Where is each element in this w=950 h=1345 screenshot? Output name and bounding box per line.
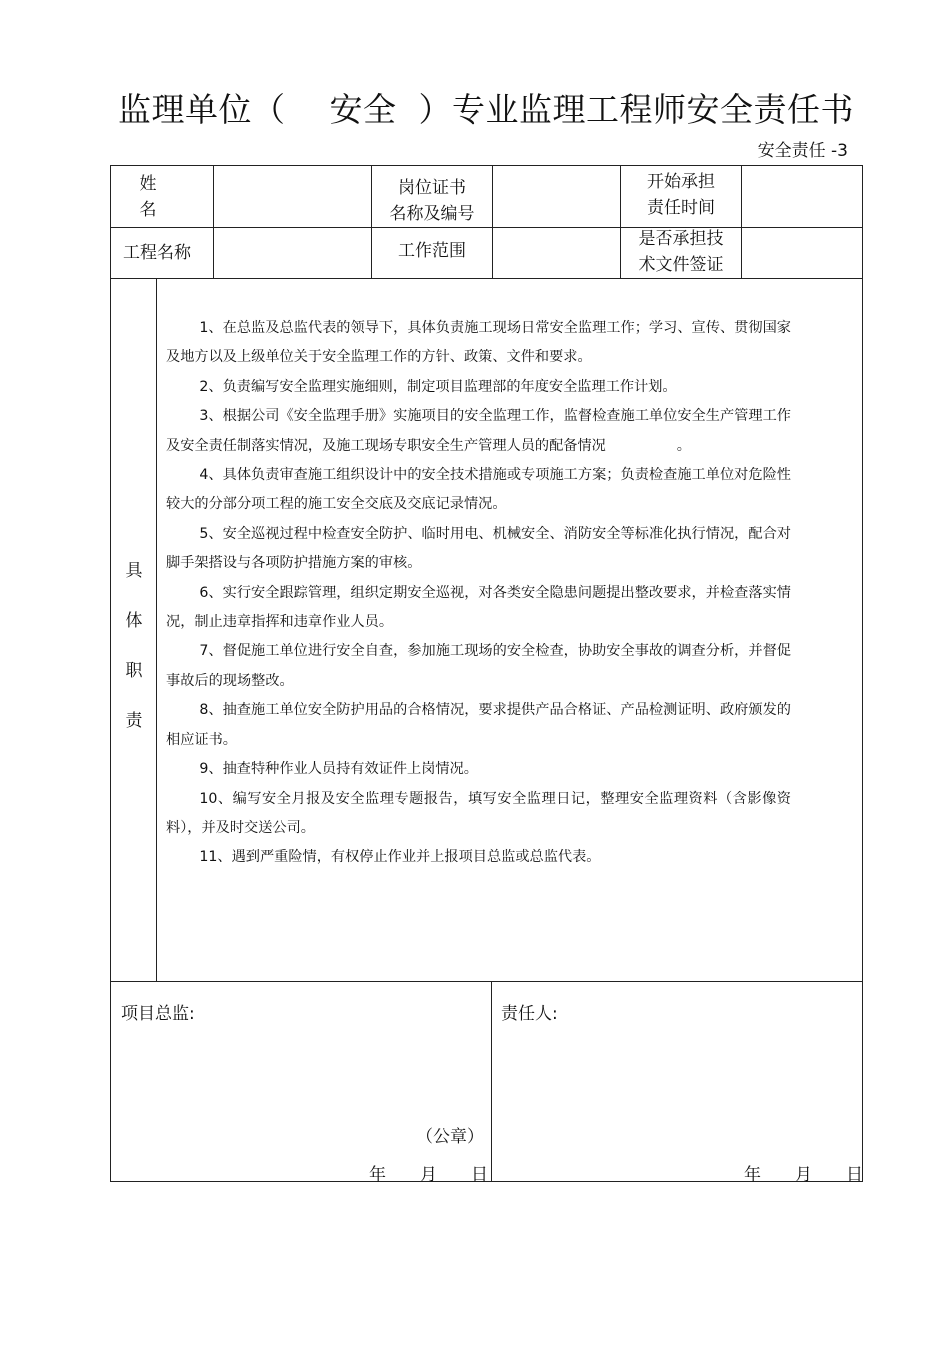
name-label: 姓名	[139, 173, 197, 220]
official-seal-label: （公章）	[416, 1127, 484, 1147]
scope-label-cell	[372, 226, 492, 276]
document-number: 安全责任 -3	[757, 141, 848, 161]
name-value-cell[interactable]	[214, 166, 371, 227]
document-title: 监理单位（ 安全 ）专业监理工程师安全责任书	[118, 90, 854, 129]
duty-item: 5、安全巡视过程中检查安全防护、临时用电、机械安全、消防安全等标准化执行情况，配合对脚手架搭设与各项防护措施方案的审核。	[166, 525, 791, 572]
start-time-value-cell[interactable]	[742, 166, 864, 227]
tech-sign-label-line1: 是否承担技	[638, 229, 724, 249]
cert-value-cell[interactable]	[493, 166, 620, 227]
duty-item: 4、具体负责审查施工组织设计中的安全技术措施或专项施工方案；负责检查施工单位对危险性较大的分部分项工程的施工安全交底及交底记录情况。	[166, 467, 791, 513]
tech-sign-value-cell[interactable]	[742, 228, 864, 278]
duties-label-char: 体	[125, 611, 143, 631]
duties-label	[111, 546, 157, 746]
duty-item: 8、抽查施工单位安全防护用品的合格情况，要求提供产品合格证、产品检测证明、政府颁发的相应证书。	[166, 702, 791, 748]
start-time-label-line2: 责任时间	[647, 197, 715, 218]
name-label-cell	[111, 166, 213, 227]
duty-item: 3、根据公司《安全监理手册》实施项目的安全监理工作，监督检查施工单位安全生产管理工作及安全责任制落实情况，及施工现场专职安全生产管理人员的配备情况 。	[166, 408, 791, 454]
duties-label-char: 职	[125, 661, 143, 681]
cert-label-cell	[372, 170, 492, 231]
row-divider-3	[111, 981, 862, 982]
responsibility-table	[110, 165, 863, 1185]
duty-item: 11、遇到严重险情，有权停止作业并上报项目总监或总监代表。	[199, 849, 601, 866]
tech-sign-label-cell	[621, 227, 741, 277]
signature-divider	[491, 981, 492, 1182]
duty-item: 6、实行安全跟踪管理，组织定期安全巡视，对各类安全隐患问题提出整改要求，并检查落实情况，制止违章指挥和违章作业人员。	[166, 584, 791, 631]
start-time-label-cell	[621, 164, 741, 225]
date-right: 年 月 日	[744, 1165, 863, 1185]
duty-item: 9、抽查特种作业人员持有效证件上岗情况。	[199, 761, 478, 778]
scope-value-cell[interactable]	[493, 228, 620, 278]
scope-label: 工作范围	[398, 241, 466, 261]
duties-list	[166, 314, 791, 873]
project-director-label: 项目总监:	[121, 1004, 195, 1024]
duty-item: 7、督促施工单位进行安全自查，参加施工现场的安全检查，协助安全事故的调查分析，并督促事故后的现场整改。	[166, 643, 791, 689]
cert-label-line2: 名称及编号	[389, 203, 475, 224]
tech-sign-label-line2: 术文件签证	[638, 255, 724, 275]
start-time-label-line1: 开始承担	[647, 171, 715, 192]
duty-item: 1、在总监及总监代表的领导下，具体负责施工现场日常安全监理工作；学习、宣传、贯彻国家及地方以及上级单位关于安全监理工作的方针、政策、文件和要求。	[166, 320, 791, 366]
responsible-person-label: 责任人:	[501, 1004, 558, 1024]
project-label: 工程名称	[123, 243, 191, 263]
date-left: 年 月 日	[369, 1165, 488, 1185]
project-label-cell	[111, 228, 213, 278]
project-value-cell[interactable]	[214, 228, 371, 278]
row-divider-2	[111, 278, 862, 279]
duties-label-char: 具	[125, 561, 143, 581]
duty-item: 10、编写安全月报及安全监理专题报告，填写安全监理日记，整理安全监理资料（含影像资料），并及时交送公司。	[166, 790, 791, 836]
duties-label-char: 责	[125, 711, 143, 731]
duty-item: 2、负责编写安全监理实施细则，制定项目监理部的年度安全监理工作计划。	[199, 378, 677, 395]
cert-label-line1: 岗位证书	[398, 177, 466, 198]
